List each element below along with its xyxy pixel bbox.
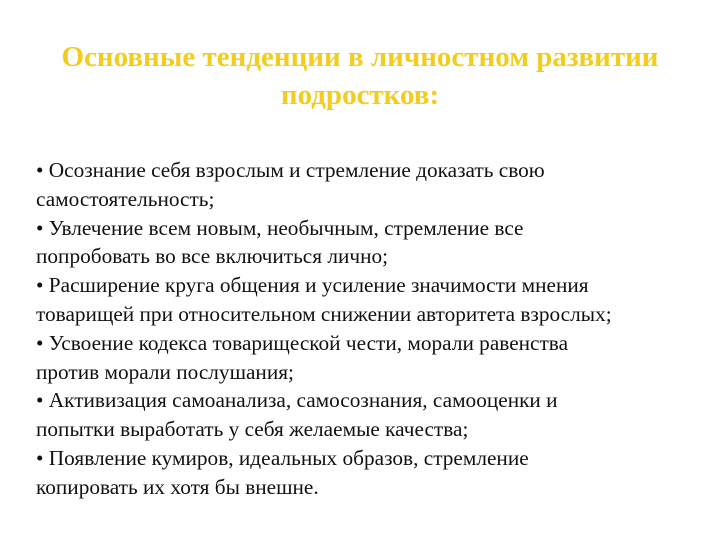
bullet-item [36,271,706,329]
bullet-list [36,156,706,502]
bullet-line: против морали послушания; [36,359,294,384]
bullet-line: самостоятельность; [36,186,215,211]
slide-title-line-1: Основные тенденции в личностном развитии [61,41,659,73]
bullet-line: • Осознание себя взрослым и стремление доказать свою [36,158,545,182]
bullet-item [36,329,706,387]
bullet-item [36,214,706,272]
bullet-item [36,444,706,502]
bullet-line: копировать их хотя бы внешне. [36,474,319,499]
bullet-line: • Усвоение кодекса товарищеской чести, морали равенства [36,330,569,355]
bullet-line: • Появление кумиров, идеальных образов, стремление [36,445,529,470]
slide-title-line-2: подростков: [280,79,440,111]
bullet-item [36,156,706,214]
bullet-line: • Увлечение всем новым, необычным, стремление все [36,215,524,240]
bullet-line: попробовать во все включиться лично; [36,244,389,269]
bullet-line: попытки выработать у себя желаемые качества; [36,417,469,442]
bullet-item [36,386,706,444]
bullet-line: • Активизация самоанализа, самосознания, самооценки и [36,388,558,413]
bullet-line: товарищей при относительном снижении авторитета взрослых; [36,301,612,326]
bullet-line: • Расширение круга общения и усиление значимости мнения [36,273,589,298]
slide-title [20,38,700,114]
